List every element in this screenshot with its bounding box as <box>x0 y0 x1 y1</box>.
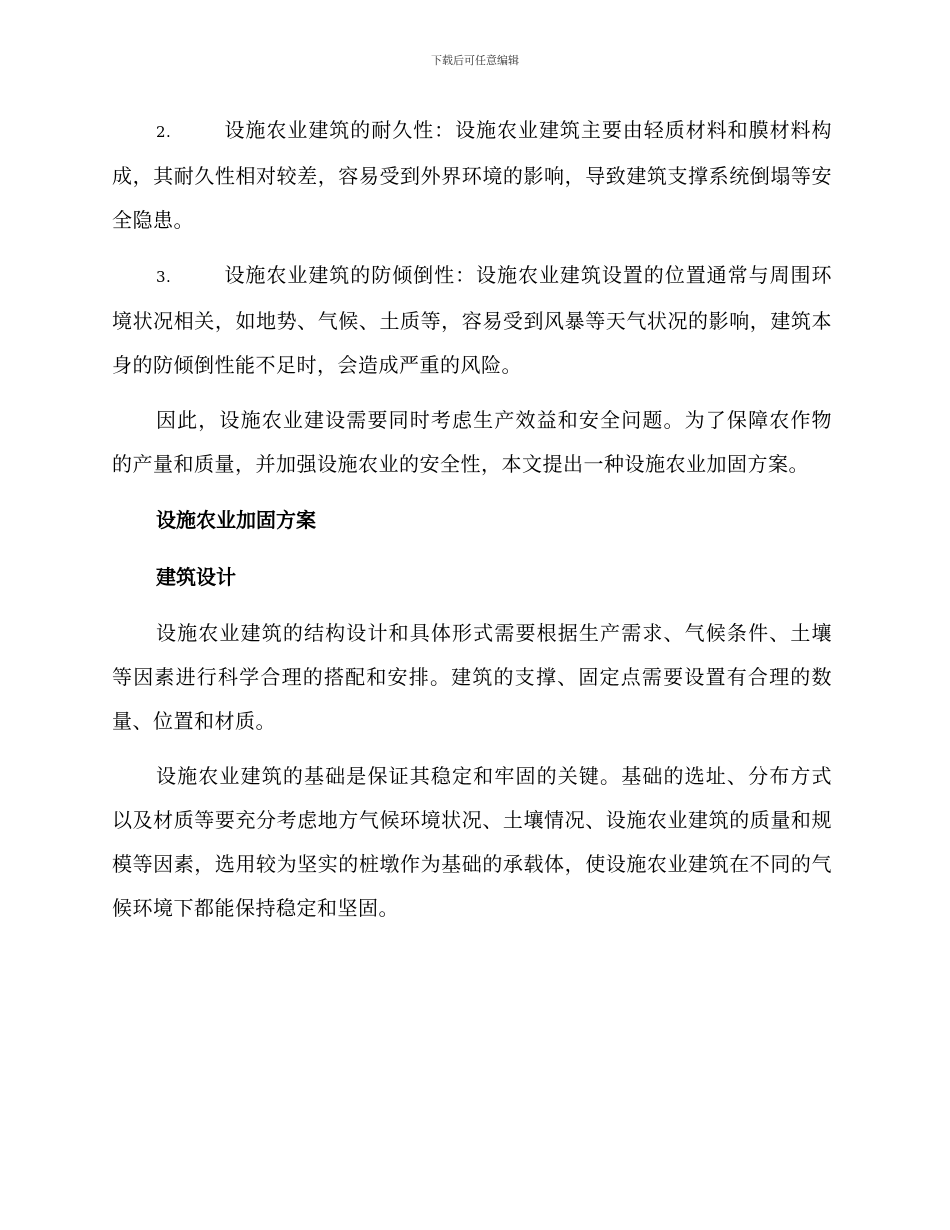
list-item-text: 设施农业建筑的耐久性：设施农业建筑主要由轻质材料和膜材料构成，其耐久性相对较差，容易受到外界环境的影响，导致建筑支撑系统倒塌等安全隐患。 <box>112 118 832 232</box>
subsection-heading-design: 建筑设计 <box>156 565 236 589</box>
list-item-text: 设施农业建筑的防倾倒性：设施农业建筑设置的位置通常与周围环境状况相关，如地势、气候、土质等，容易受到风暴等天气状况的影响，建筑本身的防倾倒性能不足时，会造成严重的风险。 <box>112 263 832 377</box>
page-header: 下载后可任意编辑 <box>431 54 519 67</box>
conclusion-paragraph: 因此，设施农业建设需要同时考虑生产效益和安全问题。为了保障农作物的产量和质量，并加强设施农业的安全性，本文提出一种设施农业加固方案。 <box>112 408 832 476</box>
foundation-paragraph: 设施农业建筑的基础是保证其稳定和牢固的关键。基础的选址、分布方式以及材质等要充分考虑地方气候环境状况、土壤情况、设施农业建筑的质量和规模等因素，选用较为坚实的桩墩作为基础的承载体，使设施农业建筑在不同的气候环境下都能保持稳定和坚固。 <box>112 764 832 920</box>
design-paragraph: 设施农业建筑的结构设计和具体形式需要根据生产需求、气候条件、土壤等因素进行科学合理的搭配和安排。建筑的支撑、固定点需要设置有合理的数量、位置和材质。 <box>112 621 832 733</box>
document-body <box>112 108 832 941</box>
list-item-anti-tipping <box>112 253 832 387</box>
list-item-number: 2. <box>156 123 172 141</box>
list-item-number: 3. <box>156 268 172 286</box>
section-heading-reinforcement: 设施农业加固方案 <box>156 508 316 532</box>
list-item-durability <box>112 108 832 242</box>
